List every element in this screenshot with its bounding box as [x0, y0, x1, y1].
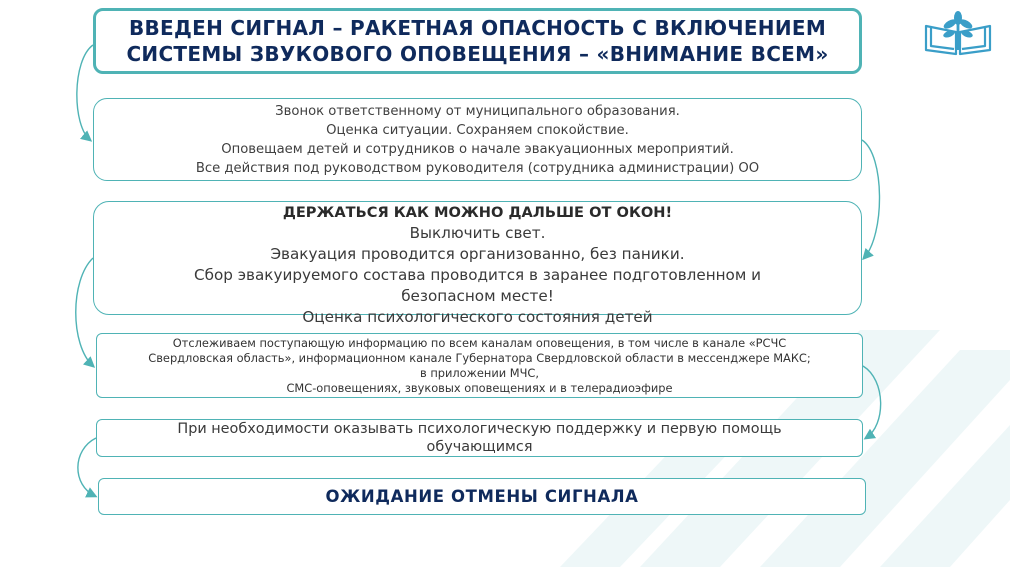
step-text-line: При необходимости оказывать психологическую поддержку и первую помощь: [177, 421, 782, 437]
step-text-line: СМС-оповещениях, звуковых оповещениях и в телерадиоэфире: [286, 380, 673, 395]
step-text-line: Выключить свет.: [409, 224, 546, 242]
step-text-line: Отслеживаем поступающую информацию по всем каналам оповещения, в том числе в канале «РСЧС: [172, 335, 787, 350]
step-text-line: Оценка психологического состояния детей: [302, 308, 653, 326]
connector-arrow-3: [76, 258, 93, 366]
alert-title-box: [93, 8, 862, 74]
step-await-cancel-box: [98, 478, 866, 515]
connector-arrow-5: [78, 438, 96, 496]
alert-title-line: СИСТЕМЫ ЗВУКОВОГО ОПОВЕЩЕНИЯ – «ВНИМАНИЕ ВСЕМ»: [126, 42, 829, 66]
step-monitoring-box: [96, 333, 863, 398]
step-evacuation-box: [93, 201, 862, 326]
step-text-line: Звонок ответственному от муниципального образования.: [275, 103, 680, 119]
step-text-line: Эвакуация проводится организованно, без паники.: [270, 245, 685, 263]
connector-arrow-2: [862, 140, 880, 258]
step-text-line: безопасном месте!: [401, 287, 554, 305]
step-warning-heading: ДЕРЖАТЬСЯ КАК МОЖНО ДАЛЬШЕ ОТ ОКОН!: [282, 204, 673, 221]
step-text-line: обучающимся: [426, 439, 533, 455]
step-text-line: Все действия под руководством руководителя (сотрудника администрации) ОО: [195, 160, 760, 176]
step-text-line: Оценка ситуации. Сохраняем спокойствие.: [326, 122, 629, 138]
connector-arrow-4: [863, 366, 881, 438]
step-text-line: Сбор эвакуируемого состава проводится в заранее подготовленном и: [193, 266, 762, 284]
step-text-line: Свердловская область», информационном канале Губернатора Свердловской области в мессенджере МАКС;: [148, 350, 811, 365]
step-support-box: [96, 419, 863, 457]
step-call-box: [93, 98, 862, 181]
step-text-line: в приложении МЧС,: [419, 365, 540, 380]
connector-arrow-1: [77, 45, 93, 140]
step-final-label: ОЖИДАНИЕ ОТМЕНЫ СИГНАЛА: [325, 487, 639, 506]
alert-title-line: ВВЕДЕН СИГНАЛ – РАКЕТНАЯ ОПАСНОСТЬ С ВКЛЮЧЕНИЕМ: [128, 16, 827, 40]
book-with-plant-logo-icon: [922, 10, 994, 56]
step-text-line: Оповещаем детей и сотрудников о начале эвакуационных мероприятий.: [221, 141, 734, 157]
